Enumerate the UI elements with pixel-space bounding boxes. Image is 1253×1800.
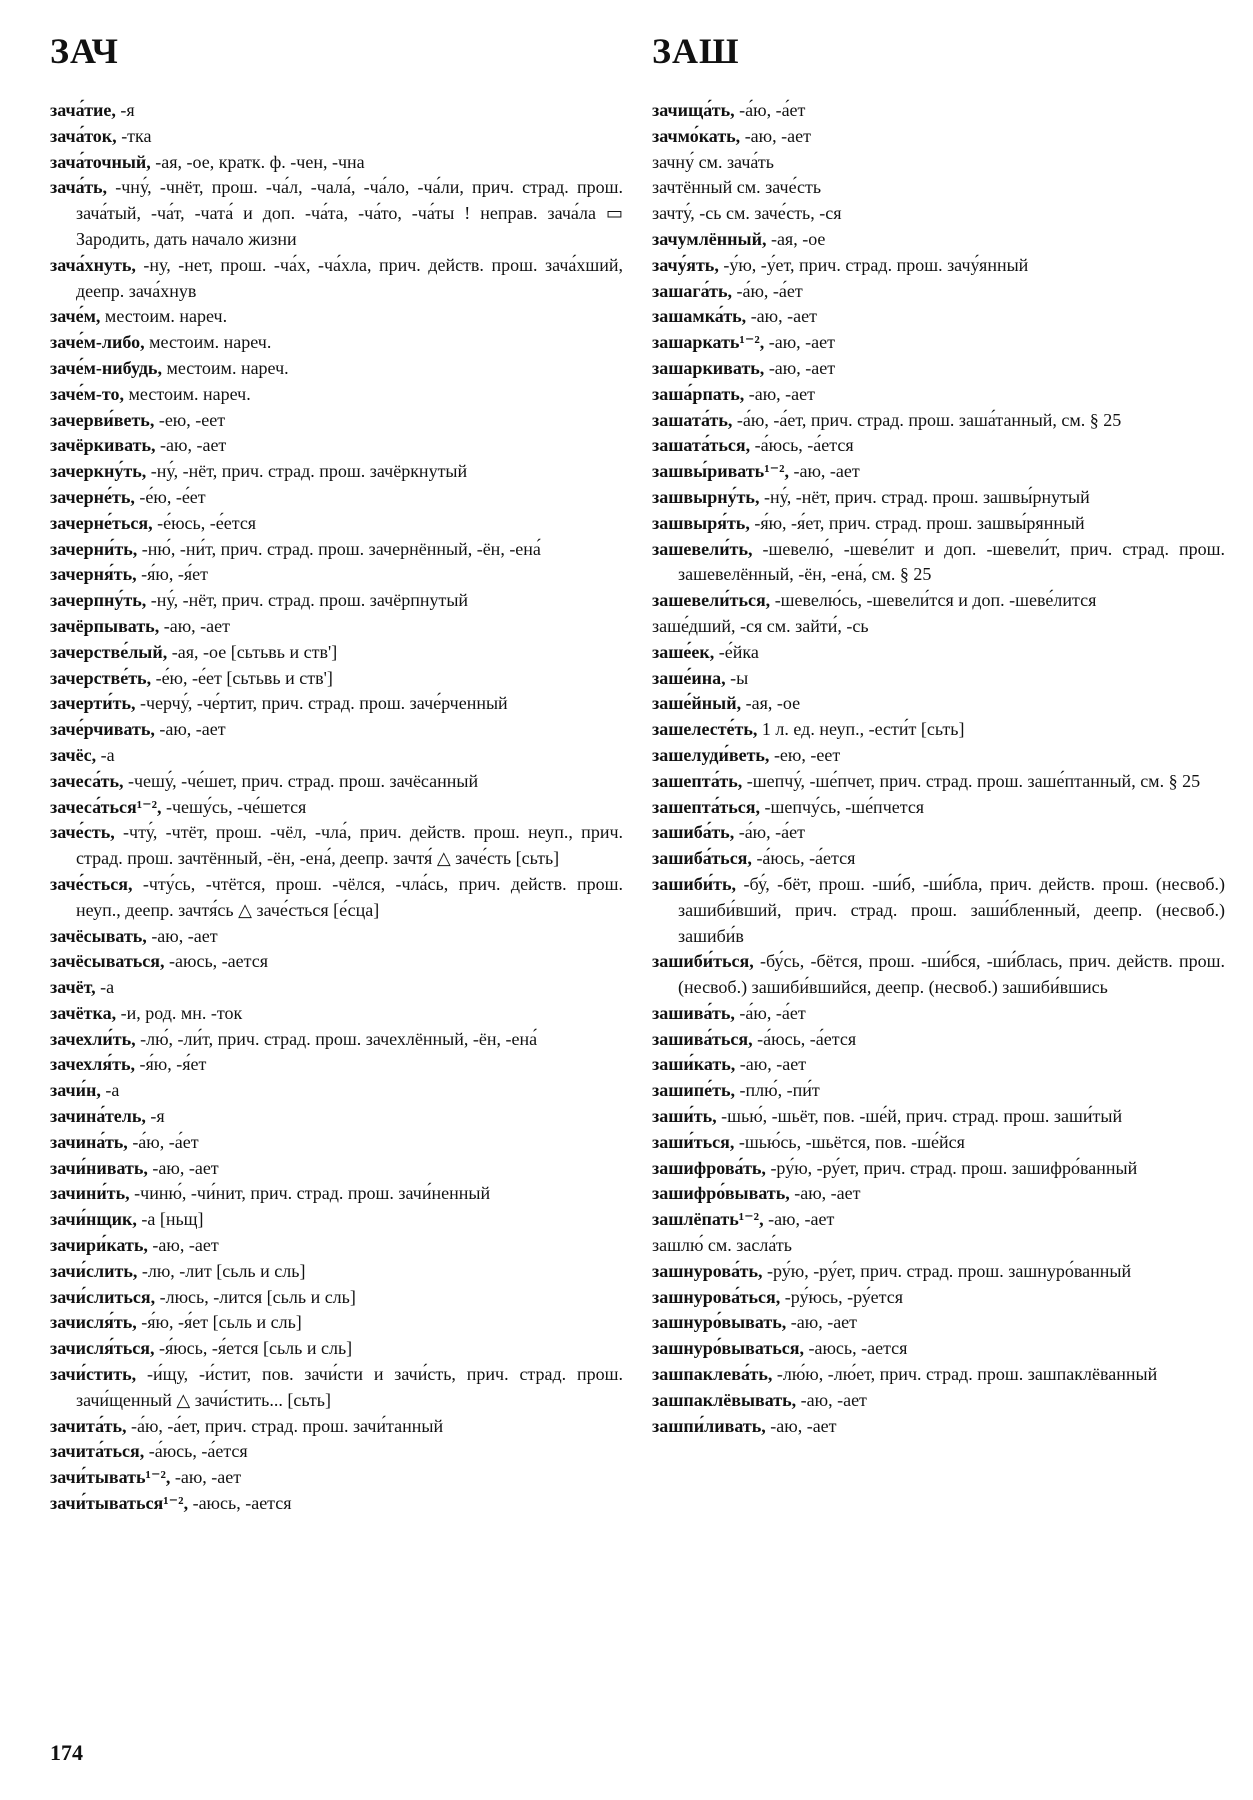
entry-grammar: -аю, -ает (154, 719, 226, 740)
dictionary-entry (50, 640, 623, 666)
dictionary-entry (50, 1052, 623, 1078)
entry-headword: зачири́кать, (50, 1235, 148, 1256)
entry-headword: зачини́ть, (50, 1183, 130, 1204)
entry-grammar: -у́ю, -у́ет, прич. страд. прош. зачу́янный (718, 254, 1029, 275)
entry-headword: зашпи́ливать, (652, 1415, 766, 1436)
entry-headword: заше́йный, (652, 693, 742, 714)
dictionary-entry (652, 408, 1225, 434)
entry-grammar: -а́ю, -а́ет (127, 1131, 199, 1152)
dictionary-entry (50, 1362, 623, 1414)
dictionary-entry (50, 1181, 623, 1207)
entry-grammar: зачту́, -сь см. заче́сть, -ся (652, 203, 842, 224)
entry-grammar: -я́юсь, -я́ется [сьль и сль] (154, 1338, 353, 1359)
entry-grammar: -шевелю́сь, -шевели́тся и доп. -шеве́лится (770, 590, 1097, 611)
entry-grammar: -аю, -ает (159, 615, 230, 636)
entry-grammar: зашлю́ см. засла́ть (652, 1235, 792, 1256)
entry-grammar: -чешу́сь, -че́шется (161, 796, 307, 817)
entry-grammar: местоим. нареч. (161, 357, 289, 378)
dictionary-entry (50, 1001, 623, 1027)
dictionary-entry (652, 846, 1225, 872)
entry-headword: зачётка, (50, 1002, 117, 1023)
entry-headword: зашепта́ться, (652, 796, 760, 817)
dictionary-entry (652, 459, 1225, 485)
entry-grammar: -е́юсь, -е́ется (152, 512, 257, 533)
dictionary-entry (50, 330, 623, 356)
dictionary-entry (652, 356, 1225, 382)
dictionary-entry (652, 614, 1225, 640)
dictionary-entry (50, 562, 623, 588)
entry-headword: зашифрова́ть, (652, 1157, 766, 1178)
entry-grammar: -ая, -ое, кратк. ф. -чен, -чна (150, 151, 365, 172)
dictionary-entry (50, 459, 623, 485)
dictionary-entry (50, 769, 623, 795)
dictionary-entry (50, 1310, 623, 1336)
entry-headword: зашиби́ться, (652, 951, 754, 972)
dictionary-entry (50, 485, 623, 511)
dictionary-column-right (652, 98, 1225, 1439)
entry-grammar: -чту́сь, -чтётся, прош. -чёлся, -чла́сь, прич. действ. прош. неуп., деепр. зачтя́сь △ заче́сться [е́сца] (76, 873, 623, 920)
entry-headword: зачмо́кать, (652, 125, 741, 146)
entry-grammar: местоим. нареч. (144, 332, 272, 353)
entry-grammar: -ну́, -нёт, прич. страд. прош. зачёркнутый (146, 461, 468, 482)
entry-headword: зашифро́вывать, (652, 1183, 790, 1204)
dictionary-entry (652, 588, 1225, 614)
entry-headword: зачумлённый, (652, 228, 767, 249)
entry-grammar: -шью́, -шьёт, пов. -ше́й, прич. страд. прош. заши́тый (716, 1106, 1123, 1127)
entry-headword: зачисля́ть, (50, 1312, 137, 1333)
entry-grammar: -шепчу́, -ше́пчет, прич. страд. прош. заше́птанный, см. § 25 (742, 770, 1201, 791)
entry-headword: зашевели́ть, (652, 538, 753, 559)
entry-grammar: -тка (116, 125, 152, 146)
entry-grammar: -ая, -ое (766, 228, 826, 249)
entry-headword: зача́ток, (50, 125, 117, 146)
dictionary-entry (652, 511, 1225, 537)
entry-headword: заче́м-либо, (50, 332, 145, 353)
dictionary-entry (652, 382, 1225, 408)
entry-headword: зача́ть, (50, 177, 108, 198)
entry-grammar: -ну, -нет, прош. -ча́х, -ча́хла, прич. действ. прош. зача́хший, деепр. зача́хнув (76, 254, 623, 301)
page-number: 174 (50, 1740, 83, 1765)
entry-grammar: -аю, -ает (147, 1157, 219, 1178)
dictionary-entry (50, 1078, 623, 1104)
entry-headword: зашамка́ть, (652, 306, 747, 327)
entry-headword: зачёт, (50, 977, 96, 998)
dictionary-entry (50, 1491, 623, 1517)
entry-headword: зашевели́ться, (652, 590, 771, 611)
dictionary-entry (50, 253, 623, 305)
entry-grammar: -а́ю, -а́ет (734, 1002, 806, 1023)
dictionary-entry (652, 717, 1225, 743)
entry-grammar: -а́юсь, -а́ется (144, 1441, 248, 1462)
dictionary-entry (50, 717, 623, 743)
entry-grammar: -лю́ю, -лю́ет, прич. страд. прош. зашпаклёванный (772, 1364, 1158, 1385)
entry-headword: зашиба́ть, (652, 822, 735, 843)
entry-grammar: -я́ю, -я́ет [сьль и сль] (136, 1312, 302, 1333)
dictionary-entry (652, 820, 1225, 846)
entry-grammar: -а́юсь, -а́ется (750, 435, 854, 456)
entry-headword: зашива́ть, (652, 1002, 735, 1023)
dictionary-entry (50, 614, 623, 640)
entry-headword: заши́кать, (652, 1054, 736, 1075)
dictionary-entry (652, 1310, 1225, 1336)
dictionary-entry (50, 949, 623, 975)
dictionary-entry (50, 820, 623, 872)
entry-grammar: -лю, -лит [сьль и сль] (137, 1260, 306, 1281)
entry-headword: заше́ек, (652, 641, 715, 662)
dictionary-entry (50, 1414, 623, 1440)
entry-grammar: -ая, -ое [сьтьвь и ств'] (167, 641, 338, 662)
dictionary-entry (652, 1156, 1225, 1182)
entry-headword: заши́ться, (652, 1131, 735, 1152)
entry-grammar: -чту́, -чтёт, прош. -чёл, -чла́, прич. действ. прош. неуп., прич. страд. прош. зачтённый, -ён, -ена́, деепр. зачтя́ △ заче́сть [сьть] (76, 822, 623, 869)
entry-grammar: -ру́ю, -ру́ет, прич. страд. прош. зашнуро́ванный (762, 1260, 1132, 1281)
dictionary-entry (652, 1233, 1225, 1259)
entry-grammar: местоим. нареч. (124, 383, 251, 404)
entry-headword: зачи́нивать, (50, 1157, 148, 1178)
entry-grammar: -шью́сь, -шьётся, пов. -ше́йся (734, 1131, 965, 1152)
dictionary-entry (652, 537, 1225, 589)
entry-headword: зачерстве́ть, (50, 667, 152, 688)
entry-headword: зачерне́ться, (50, 512, 153, 533)
dictionary-entry (652, 795, 1225, 821)
entry-headword: зачерти́ть, (50, 693, 136, 714)
entry-grammar: -чну́, -чнёт, прош. -ча́л, -чала́, -ча́ло, -ча́ли, прич. страд. прош. зача́тый, -ча́т, -чата́ и доп. -ча́та, -ча́то, -ча́ты ! неправ. зача́ла ▭ Зародить, дать начало жизни (76, 177, 623, 249)
entry-headword: заше́ина, (652, 667, 726, 688)
entry-headword: зашиба́ться, (652, 848, 752, 869)
dictionary-entry (652, 98, 1225, 124)
dictionary-entry (652, 124, 1225, 150)
entry-grammar: -ну́, -нёт, прич. страд. прош. зачёрпнутый (146, 590, 469, 611)
dictionary-entry (50, 1156, 623, 1182)
dictionary-entry (50, 975, 623, 1001)
entry-grammar: -е́йка (714, 641, 759, 662)
dictionary-entry (50, 924, 623, 950)
entry-headword: зачёс, (50, 744, 97, 765)
entry-grammar: -аюсь, -ается (188, 1493, 292, 1514)
entry-headword: зачи́стить, (50, 1364, 137, 1385)
dictionary-entry (652, 433, 1225, 459)
entry-grammar: -а (96, 744, 115, 765)
dictionary-entry (652, 691, 1225, 717)
dictionary-entry (50, 304, 623, 330)
dictionary-entry (50, 1233, 623, 1259)
dictionary-entry (50, 537, 623, 563)
entry-headword: заша́рпать, (652, 383, 745, 404)
entry-headword: заче́рчивать, (50, 719, 155, 740)
entry-headword: зашвырну́ть, (652, 486, 760, 507)
entry-grammar: -шевелю́, -шеве́лит и доп. -шевели́т, прич. страд. прош. зашевелённый, -ён, -ена́, см. § 25 (678, 538, 1225, 585)
entry-headword: зача́точный, (50, 151, 151, 172)
entry-headword: зачисля́ться, (50, 1338, 155, 1359)
dictionary-entry (652, 201, 1225, 227)
entry-grammar: -я́ю, -я́ет (136, 564, 208, 585)
entry-headword: зашата́ть, (652, 409, 733, 430)
dictionary-entry (50, 1439, 623, 1465)
dictionary-entry (652, 1130, 1225, 1156)
entry-headword: зашвыря́ть, (652, 512, 750, 533)
entry-grammar: -а́юсь, -а́ется (752, 1028, 857, 1049)
entry-headword: зашнурова́ть, (652, 1260, 763, 1281)
entry-grammar: -е́ю, -е́ет [сьтьвь и ств'] (151, 667, 333, 688)
entry-headword: зача́хнуть, (50, 254, 136, 275)
entry-headword: зашнуро́вывать, (652, 1312, 787, 1333)
dictionary-entry (652, 1259, 1225, 1285)
entry-headword: зашепта́ть, (652, 770, 743, 791)
entry-headword: зачи́нщик, (50, 1209, 137, 1230)
entry-grammar: -а́ю, -а́ет (732, 280, 803, 301)
entry-grammar: -люсь, -лится [сьль и сль] (155, 1286, 356, 1307)
dictionary-entry (50, 433, 623, 459)
entry-headword: зачёрпывать, (50, 615, 160, 636)
entry-headword: зачища́ть, (652, 100, 735, 120)
entry-grammar: -аю, -ает (147, 1235, 219, 1256)
entry-grammar: -аю, -ает (155, 435, 227, 456)
entry-headword: зачерне́ть, (50, 486, 135, 507)
entry-grammar: -аюсь, -ается (803, 1338, 908, 1359)
dictionary-entry (652, 253, 1225, 279)
dictionary-entry (652, 872, 1225, 949)
dictionary-entry (652, 1104, 1225, 1130)
entry-grammar: -а́ю, -а́ет, прич. страд. прош. зачи́танный (126, 1415, 444, 1436)
entry-grammar: -ая, -ое (741, 693, 801, 714)
dictionary-entry (652, 1414, 1225, 1440)
entry-grammar: -ну́, -нёт, прич. страд. прош. зашвы́рнутый (759, 486, 1090, 507)
entry-headword: зашпаклева́ть, (652, 1364, 773, 1385)
entry-headword: зашаркивать, (652, 357, 765, 378)
dictionary-entry (652, 666, 1225, 692)
dictionary-entry (652, 769, 1225, 795)
dictionary-entry (50, 408, 623, 434)
entry-grammar: -ру́юсь, -ру́ется (780, 1286, 903, 1307)
dictionary-entry (50, 872, 623, 924)
entry-headword: зачеркну́ть, (50, 461, 147, 482)
entry-grammar: -ы (725, 667, 749, 688)
entry-grammar: -аю, -ает (746, 306, 817, 327)
entry-headword: заче́м-нибудь, (50, 357, 162, 378)
entry-headword: зачи́слить, (50, 1260, 138, 1281)
entry-grammar: -а́ю, -а́ет (734, 822, 805, 843)
dictionary-entry (652, 1388, 1225, 1414)
entry-grammar: заше́дший, -ся см. зайти́, -сь (652, 615, 869, 636)
entry-headword: заче́сться, (50, 873, 133, 894)
entry-grammar: -аю, -ает (744, 383, 815, 404)
entry-headword: зачи́н, (50, 1080, 101, 1101)
entry-grammar: -лю́, -ли́т, прич. страд. прош. зачехлённый, -ён, -ена́ (135, 1028, 538, 1049)
entry-headword: зашива́ться, (652, 1028, 753, 1049)
entry-grammar: зачну́ см. зача́ть (652, 151, 774, 172)
dictionary-entry (652, 1052, 1225, 1078)
dictionary-entry (50, 1465, 623, 1491)
dictionary-entry (50, 1336, 623, 1362)
dictionary-entry (50, 124, 623, 150)
entry-grammar: -аю, -ает (740, 125, 811, 146)
dictionary-entry (652, 1001, 1225, 1027)
dictionary-entry (652, 1078, 1225, 1104)
entry-headword: зашнурова́ться, (652, 1286, 781, 1307)
entry-grammar: -а (95, 977, 115, 998)
dictionary-entry (652, 1027, 1225, 1053)
dictionary-entry (50, 743, 623, 769)
entry-grammar: -ню́, -ни́т, прич. страд. прош. зачернённый, -ён, -ена́ (137, 538, 541, 559)
entry-grammar: -плю́, -пи́т (735, 1080, 820, 1101)
entry-headword: зачёсывать, (50, 925, 147, 946)
entry-headword: зачита́ть, (50, 1415, 127, 1436)
dictionary-entry (652, 743, 1225, 769)
entry-grammar: -ру́ю, -ру́ет, прич. страд. прош. зашифро́ванный (765, 1157, 1138, 1178)
dictionary-entry (652, 1207, 1225, 1233)
dictionary-entry (652, 1285, 1225, 1311)
dictionary-entry (50, 98, 623, 124)
entry-headword: зачехля́ть, (50, 1054, 135, 1075)
entry-grammar: -шепчу́сь, -ше́пчется (759, 796, 925, 817)
dictionary-entry (652, 227, 1225, 253)
dictionary-entry (50, 1027, 623, 1053)
entry-headword: зачерви́веть, (50, 409, 155, 430)
dictionary-entry (50, 175, 623, 252)
entry-grammar: -я́ю, -я́ет, прич. страд. прош. зашвы́рянный (749, 512, 1085, 533)
dictionary-entry (652, 1181, 1225, 1207)
entry-grammar: -чиню́, -чи́нит, прич. страд. прош. зачи́ненный (129, 1183, 491, 1204)
entry-headword: зачехли́ть, (50, 1028, 136, 1049)
dictionary-entry (652, 949, 1225, 1001)
dictionary-entry (652, 279, 1225, 305)
dictionary-entry (50, 1285, 623, 1311)
entry-grammar: -аю, -ает (789, 461, 860, 482)
entry-grammar: местоим. нареч. (100, 306, 228, 327)
entry-grammar: -ею, -еет (769, 744, 841, 765)
entry-grammar: -бу́, -бёт, прош. -ши́б, -ши́бла, прич. действ. прош. (несвоб.) зашиби́вший, прич. страд. прош. заши́бленный, деепр. (несвоб.) зашиби́в (678, 873, 1225, 946)
entry-grammar: -а (100, 1080, 120, 1101)
entry-grammar: -аю, -ает (146, 925, 218, 946)
entry-headword: зашпаклёвывать, (652, 1389, 797, 1410)
entry-headword: зашнуро́вываться, (652, 1338, 804, 1359)
entry-headword: зашаркать¹⁻², (652, 332, 765, 353)
entry-headword: зашелесте́ть, (652, 719, 758, 740)
entry-headword: заче́м, (50, 306, 101, 327)
entry-grammar: -е́ю, -е́ет (134, 486, 206, 507)
entry-grammar: -и, род. мн. -ток (116, 1002, 243, 1023)
dictionary-entry (652, 485, 1225, 511)
dictionary-entry (50, 511, 623, 537)
dictionary-entry (652, 640, 1225, 666)
dictionary-entry (50, 150, 623, 176)
entry-headword: зачи́тывать¹⁻², (50, 1467, 171, 1488)
entry-headword: зачёркивать, (50, 435, 156, 456)
entry-grammar: -я́ю, -я́ет (135, 1054, 207, 1075)
entry-headword: зачерпну́ть, (50, 590, 147, 611)
entry-grammar: -аю, -ает (170, 1467, 242, 1488)
dictionary-entry (50, 382, 623, 408)
dictionary-entry (50, 795, 623, 821)
entry-grammar: -аю, -ает (789, 1183, 861, 1204)
entry-headword: зашелуди́веть, (652, 744, 770, 765)
entry-grammar: 1 л. ед. неуп., -ести́т [сьть] (757, 719, 965, 740)
entry-headword: зачи́слиться, (50, 1286, 156, 1307)
dictionary-entry (652, 304, 1225, 330)
page-header-right: ЗАШ (652, 31, 740, 71)
entry-grammar: -а [ньщ] (136, 1209, 204, 1230)
dictionary-entry (50, 588, 623, 614)
entry-grammar: -я (145, 1106, 165, 1127)
dictionary-entry (50, 356, 623, 382)
entry-headword: заче́сть, (50, 822, 115, 843)
entry-grammar: -а́ю, -а́ет (734, 100, 806, 120)
entry-grammar: -аю, -ает (786, 1312, 858, 1333)
entry-headword: зачерни́ть, (50, 538, 138, 559)
dictionary-entry (50, 1207, 623, 1233)
entry-grammar: -аю, -ает (764, 332, 836, 353)
entry-headword: зачерня́ть, (50, 564, 137, 585)
entry-headword: зачу́ять, (652, 254, 719, 275)
entry-headword: зашипе́ть, (652, 1080, 736, 1101)
entry-grammar: -черчу́, -че́ртит, прич. страд. прош. заче́рченный (135, 693, 508, 714)
entry-grammar: -аю, -ает (796, 1389, 867, 1410)
dictionary-column-left (50, 98, 623, 1517)
entry-grammar: -аю, -ает (763, 1209, 835, 1230)
dictionary-entry (652, 1336, 1225, 1362)
entry-headword: зачерстве́лый, (50, 641, 168, 662)
entry-headword: зачёсываться, (50, 951, 165, 972)
entry-headword: зачита́ться, (50, 1441, 145, 1462)
entry-grammar: -аю, -ает (765, 1415, 837, 1436)
entry-headword: зача́тие, (50, 100, 116, 120)
entry-grammar: -ею, -еет (154, 409, 226, 430)
dictionary-entry (652, 330, 1225, 356)
dictionary-entry (652, 150, 1225, 176)
entry-headword: зашвы́ривать¹⁻², (652, 461, 789, 482)
page-header-left: ЗАЧ (50, 31, 119, 71)
entry-headword: зачеса́ть, (50, 770, 124, 791)
entry-headword: заче́м-то, (50, 383, 125, 404)
entry-grammar: -аю, -ает (735, 1054, 807, 1075)
dictionary-entry (50, 1130, 623, 1156)
dictionary-entry (652, 175, 1225, 201)
entry-headword: заши́ть, (652, 1106, 717, 1127)
entry-grammar: -аюсь, -ается (164, 951, 269, 972)
dictionary-entry (50, 666, 623, 692)
entry-grammar: -чешу́, -че́шет, прич. страд. прош. зачёсанный (123, 770, 479, 791)
entry-headword: зачи́тываться¹⁻², (50, 1493, 189, 1514)
entry-grammar: зачтённый см. заче́сть (652, 177, 822, 198)
entry-grammar: -я (115, 100, 135, 120)
entry-headword: зашата́ться, (652, 435, 751, 456)
entry-grammar: -и́щу, -и́стит, пов. зачи́сти и зачи́сть, прич. страд. прош. зачи́щенный △ зачи́стить... [сьть] (76, 1364, 623, 1410)
entry-headword: зашага́ть, (652, 280, 732, 301)
entry-headword: зашиби́ть, (652, 873, 737, 894)
entry-headword: зачина́ть, (50, 1131, 128, 1152)
dictionary-entry (50, 691, 623, 717)
entry-grammar: -а́юсь, -а́ется (751, 848, 856, 869)
dictionary-entry (50, 1259, 623, 1285)
dictionary-entry (652, 1362, 1225, 1388)
entry-grammar: -бу́сь, -бётся, прош. -ши́бся, -ши́блась, прич. действ. прош. (несвоб.) зашиби́вшийся, деепр. (несвоб.) зашиби́вшись (678, 951, 1225, 998)
entry-headword: зачина́тель, (50, 1106, 146, 1127)
entry-headword: зачеса́ться¹⁻², (50, 796, 162, 817)
dictionary-entry (50, 1104, 623, 1130)
entry-grammar: -а́ю, -а́ет, прич. страд. прош. заша́танный, см. § 25 (732, 409, 1122, 430)
entry-grammar: -аю, -ает (764, 357, 836, 378)
entry-headword: зашлёпать¹⁻², (652, 1209, 764, 1230)
